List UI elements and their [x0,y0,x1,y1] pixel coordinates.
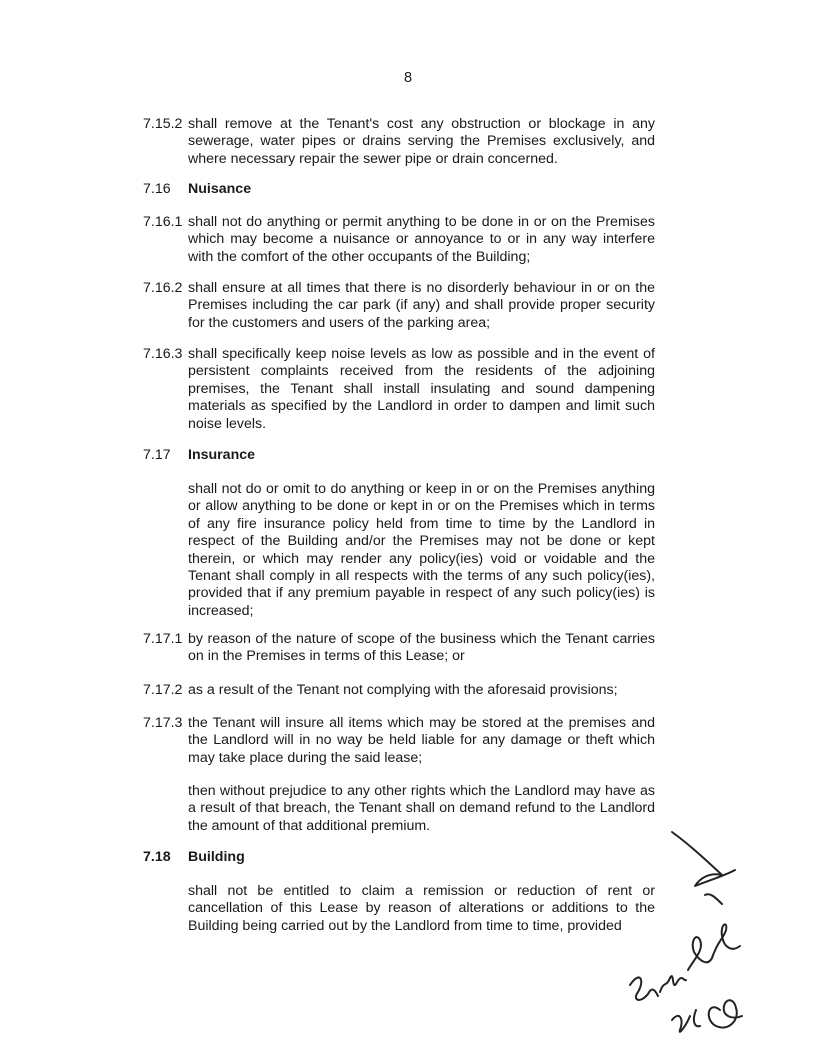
heading-number: 7.18 [143,849,171,865]
clause-number: 7.15.2 [143,116,183,132]
clause-7-15-2 [143,116,655,168]
clause-number: 7.16.3 [143,346,183,362]
clause-7-16-2 [143,280,655,332]
handwritten-initials-signature [600,820,800,1050]
clause-text: the Tenant will insure all items which may be stored at the premises and the Landlord will in no way be held liable for any damage or theft which may take place during the said lease; [188,715,655,766]
clause-text: by reason of the nature of scope of the business which the Tenant carries on in the Premises in terms of this Lease; or [188,631,655,665]
heading-title: Building [188,849,245,865]
clause-7-17-1 [143,631,655,666]
clause-number: 7.16.2 [143,280,183,296]
heading-7-18 [143,849,655,866]
clause-text: shall specifically keep noise levels as low as possible and in the event of persistent complaints received from the residents of the adjoining premises, the Tenant shall install insulating and sound dampening materials as specified by the Landlord in order to dampen and limit such noise levels. [188,346,655,432]
page-number: 8 [403,70,413,86]
paragraph-text: then without prejudice to any other rights which the Landlord may have as a result of that breach, the Tenant shall on demand refund to the Landlord the amount of that additional premium. [188,783,655,834]
clause-7-16-1 [143,214,655,266]
clause-7-17-3 [143,715,655,767]
clause-number: 7.17.3 [143,715,183,731]
clause-text: shall ensure at all times that there is no disorderly behaviour in or on the Premises including the car park (if any) and shall provide proper security for the customers and users of the parking area; [188,280,655,331]
clause-7-16-3 [143,346,655,433]
heading-number: 7.16 [143,181,171,197]
clause-number: 7.17.1 [143,631,183,647]
heading-7-16 [143,181,655,198]
paragraph-text: shall not do or omit to do anything or keep in or on the Premises anything or allow anything to be done or kept in or on the Premises which in terms of any fire insurance policy held from time to time by the Landlord in respect of the Building and/or the Premises may not be done or kept therein, or which may render any policy(ies) void or voidable and the Tenant shall comply in all respects with the terms of any such policy(ies), provided that if any premium payable in respect of any such policy(ies) is increased; [188,481,655,619]
paragraph-text: shall not be entitled to claim a remission or reduction of rent or cancellation of this Lease by reason of alterations or additions to the Building being carried out by the Landlord from time to time, provided [188,883,655,934]
heading-7-17 [143,447,655,464]
clause-text: shall remove at the Tenant's cost any obstruction or blockage in any sewerage, water pipes or drains serving the Premises exclusively, and where necessary repair the sewer pipe or drain concerned. [188,116,655,167]
paragraph-7-18 [143,883,655,935]
clause-7-17-2 [143,682,655,699]
clause-text: shall not do anything or permit anything to be done in or on the Premises which may become a nuisance or annoyance to or in any way interfere with the comfort of the other occupants of the Building; [188,214,655,265]
heading-title: Insurance [188,447,256,463]
clause-number: 7.16.1 [143,214,183,230]
heading-title: Nuisance [188,181,252,197]
heading-number: 7.17 [143,447,171,463]
clause-number: 7.17.2 [143,682,183,698]
paragraph-7-17-then [143,783,655,835]
clause-text: as a result of the Tenant not complying with the aforesaid provisions; [188,682,618,698]
paragraph-7-17 [143,481,655,620]
